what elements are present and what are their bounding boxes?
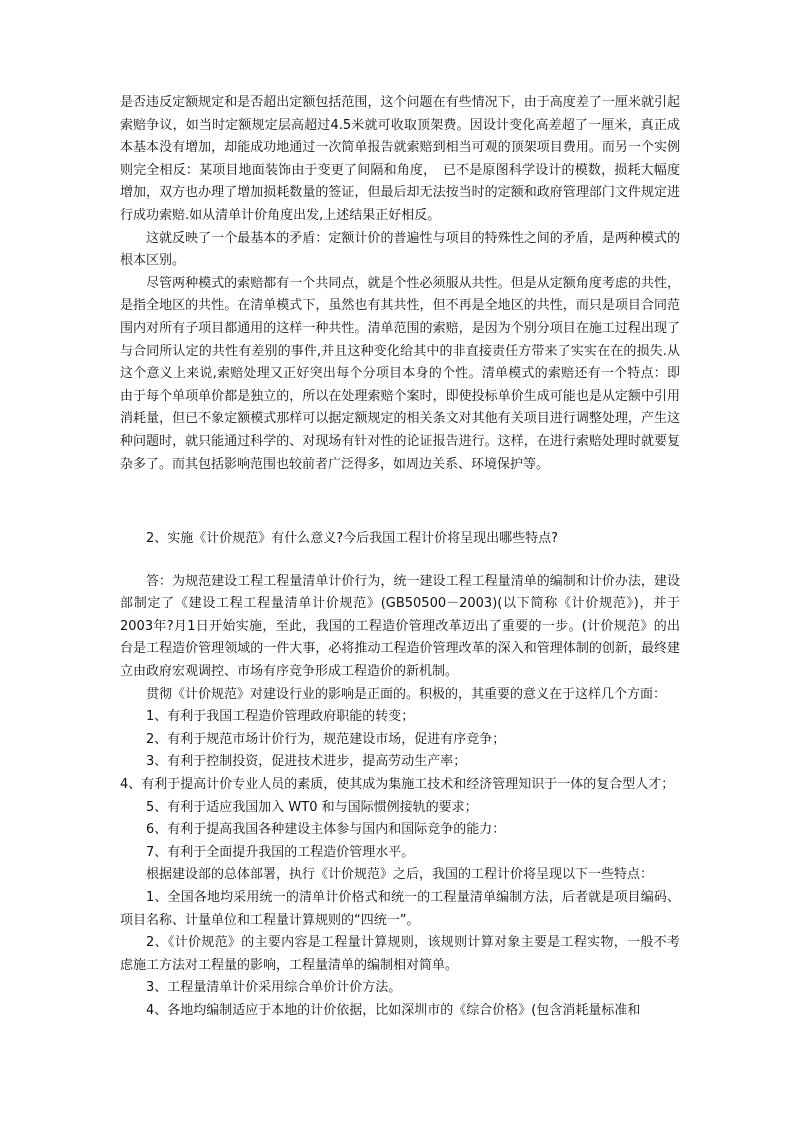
paragraph-common-point: 尽管两种模式的索赔都有一个共同点，就是个性必须服从共性。但是从定额角度考虑的共性，是指全地区的共性。在清单模式下，虽然也有其共性，但不再是全地区的共性，而只是项目合同范围内对所有子项目都通用的这样一种共性。清单范围的索赔，是因为个别分项目在施工过程出现了与合同所认定的共性有差别的事件,并且这种变化给其中的非直接责任方带来了实实在在的损失.从这个意义上来说,索赔处理又正好突出每个分项目本身的个性。清单模式的索赔还有一个特点：即由于每个单项单价都是独立的，所以在处理索赔个案时，即使投标单价生成可能也是从定额中引用消耗量，但已不象定额模式那样可以据定额规定的相关条文对其他有关项目进行调整处理，产生这种问题时，就只能通过科学的、对现场有针对性的论证报告进行。这样，在进行索赔处理时就要复杂多了。而其包括影响范围也较前者广泛得多，如周边关系、环境保护等。 bbox=[120, 275, 680, 472]
list-item: 2、有利于规范市场计价行为，规范建设市场，促进有序竞争； bbox=[146, 731, 506, 747]
list-item: 7、有利于全面提升我国的工程造价管理水平。 bbox=[146, 844, 415, 860]
paragraph-features-intro: 根据建设部的总体部署，执行《计价规范》之后，我国的工程计价将呈现以下一些特点： bbox=[146, 867, 654, 883]
list-item: 3、有利于控制投资，促进技术进步，提高劳动生产率； bbox=[146, 754, 467, 770]
paragraph-claim-cases: 是否违反定额规定和是否超出定额包括范围，这个问题在有些情况下，由于高度差了一厘米就引起索赔争议，如当时定额规定层高超过4.5米就可收取顶架费。因设计变化高差超了一厘米，真正成本基本没有增加，却能成功地通过一次简单报告就索赔到相当可观的顶架项目费用。而另一个实例则完全相反：某项目地面装饰由于变更了间隔和角度， 已不是原图科学设计的模数，损耗大幅度增加，双方也办理了增加损耗数量的签证，但最后却无法按当时的定额和政府管理部门文件规定进行成功索赔.如从清单计价角度出发,上述结果正好相反。 bbox=[120, 95, 680, 223]
spacer bbox=[120, 551, 680, 571]
paragraph-answer-intro: 答：为规范建设工程工程量清单计价行为，统一建设工程工程量清单的编制和计价办法，建设部制定了《建设工程工程量清单计价规范》(GB50500－2003)(以下简称《计价规范》)，并于 2003年?月1日开始实施，至此，我国的工程造价管理改革迈出了重要的一步。(计价规范》的出台是工程造价管理领域的一件大事，必将推动工程造价管理改革的深入和管理体制的创新，最终建立由政府宏观调控、市场有序竞争形成工程造价的新机制。 bbox=[120, 573, 681, 680]
document-body bbox=[120, 92, 680, 1023]
paragraph-significance-intro: 贯彻《计价规范》对建设行业的影响是正面的。积极的，其重要的意义在于这样几个方面： bbox=[146, 686, 667, 702]
list-item: 4、各地均编制适应于本地的计价依据，比如深圳市的《综合价格》(包含消耗量标准和 bbox=[146, 1002, 641, 1018]
question-heading: 2、实施《计价规范》有什么意义?今后我国工程计价将呈现出哪些特点? bbox=[146, 531, 559, 547]
list-item: 4、有利于提高计价专业人员的素质，使其成为集施工技术和经济管理知识于一体的复合型人才； bbox=[120, 777, 675, 793]
list-item: 2、《计价规范》的主要内容是工程量计算规则，该规则计算对象主要是工程实物，一般不考虑施工方法对工程量的影响，工程量清单的编制相对简单。 bbox=[120, 935, 680, 973]
list-item: 5、有利于适应我国加入 WT0 和与国际惯例接轨的要求； bbox=[146, 799, 478, 815]
spacer bbox=[120, 476, 680, 528]
list-item: 3、工程量清单计价采用综合单价计价方法。 bbox=[146, 980, 402, 996]
list-item: 1、全国各地均采用统一的清单计价格式和统一的工程量清单编制方法，后者就是项目编码、项目名称、计量单位和工程量计算规则的“四统一”。 bbox=[120, 890, 680, 928]
list-item: 1、有利于我国工程造价管理政府职能的转变； bbox=[146, 709, 415, 725]
list-item: 6、有利于提高我国各种建设主体参与国内和国际竞争的能力： bbox=[146, 822, 506, 838]
paragraph-basic-contradiction: 这就反映了一个最基本的矛盾：定额计价的普遍性与项目的特殊性之间的矛盾，是两种模式的根本区别。 bbox=[120, 230, 680, 269]
